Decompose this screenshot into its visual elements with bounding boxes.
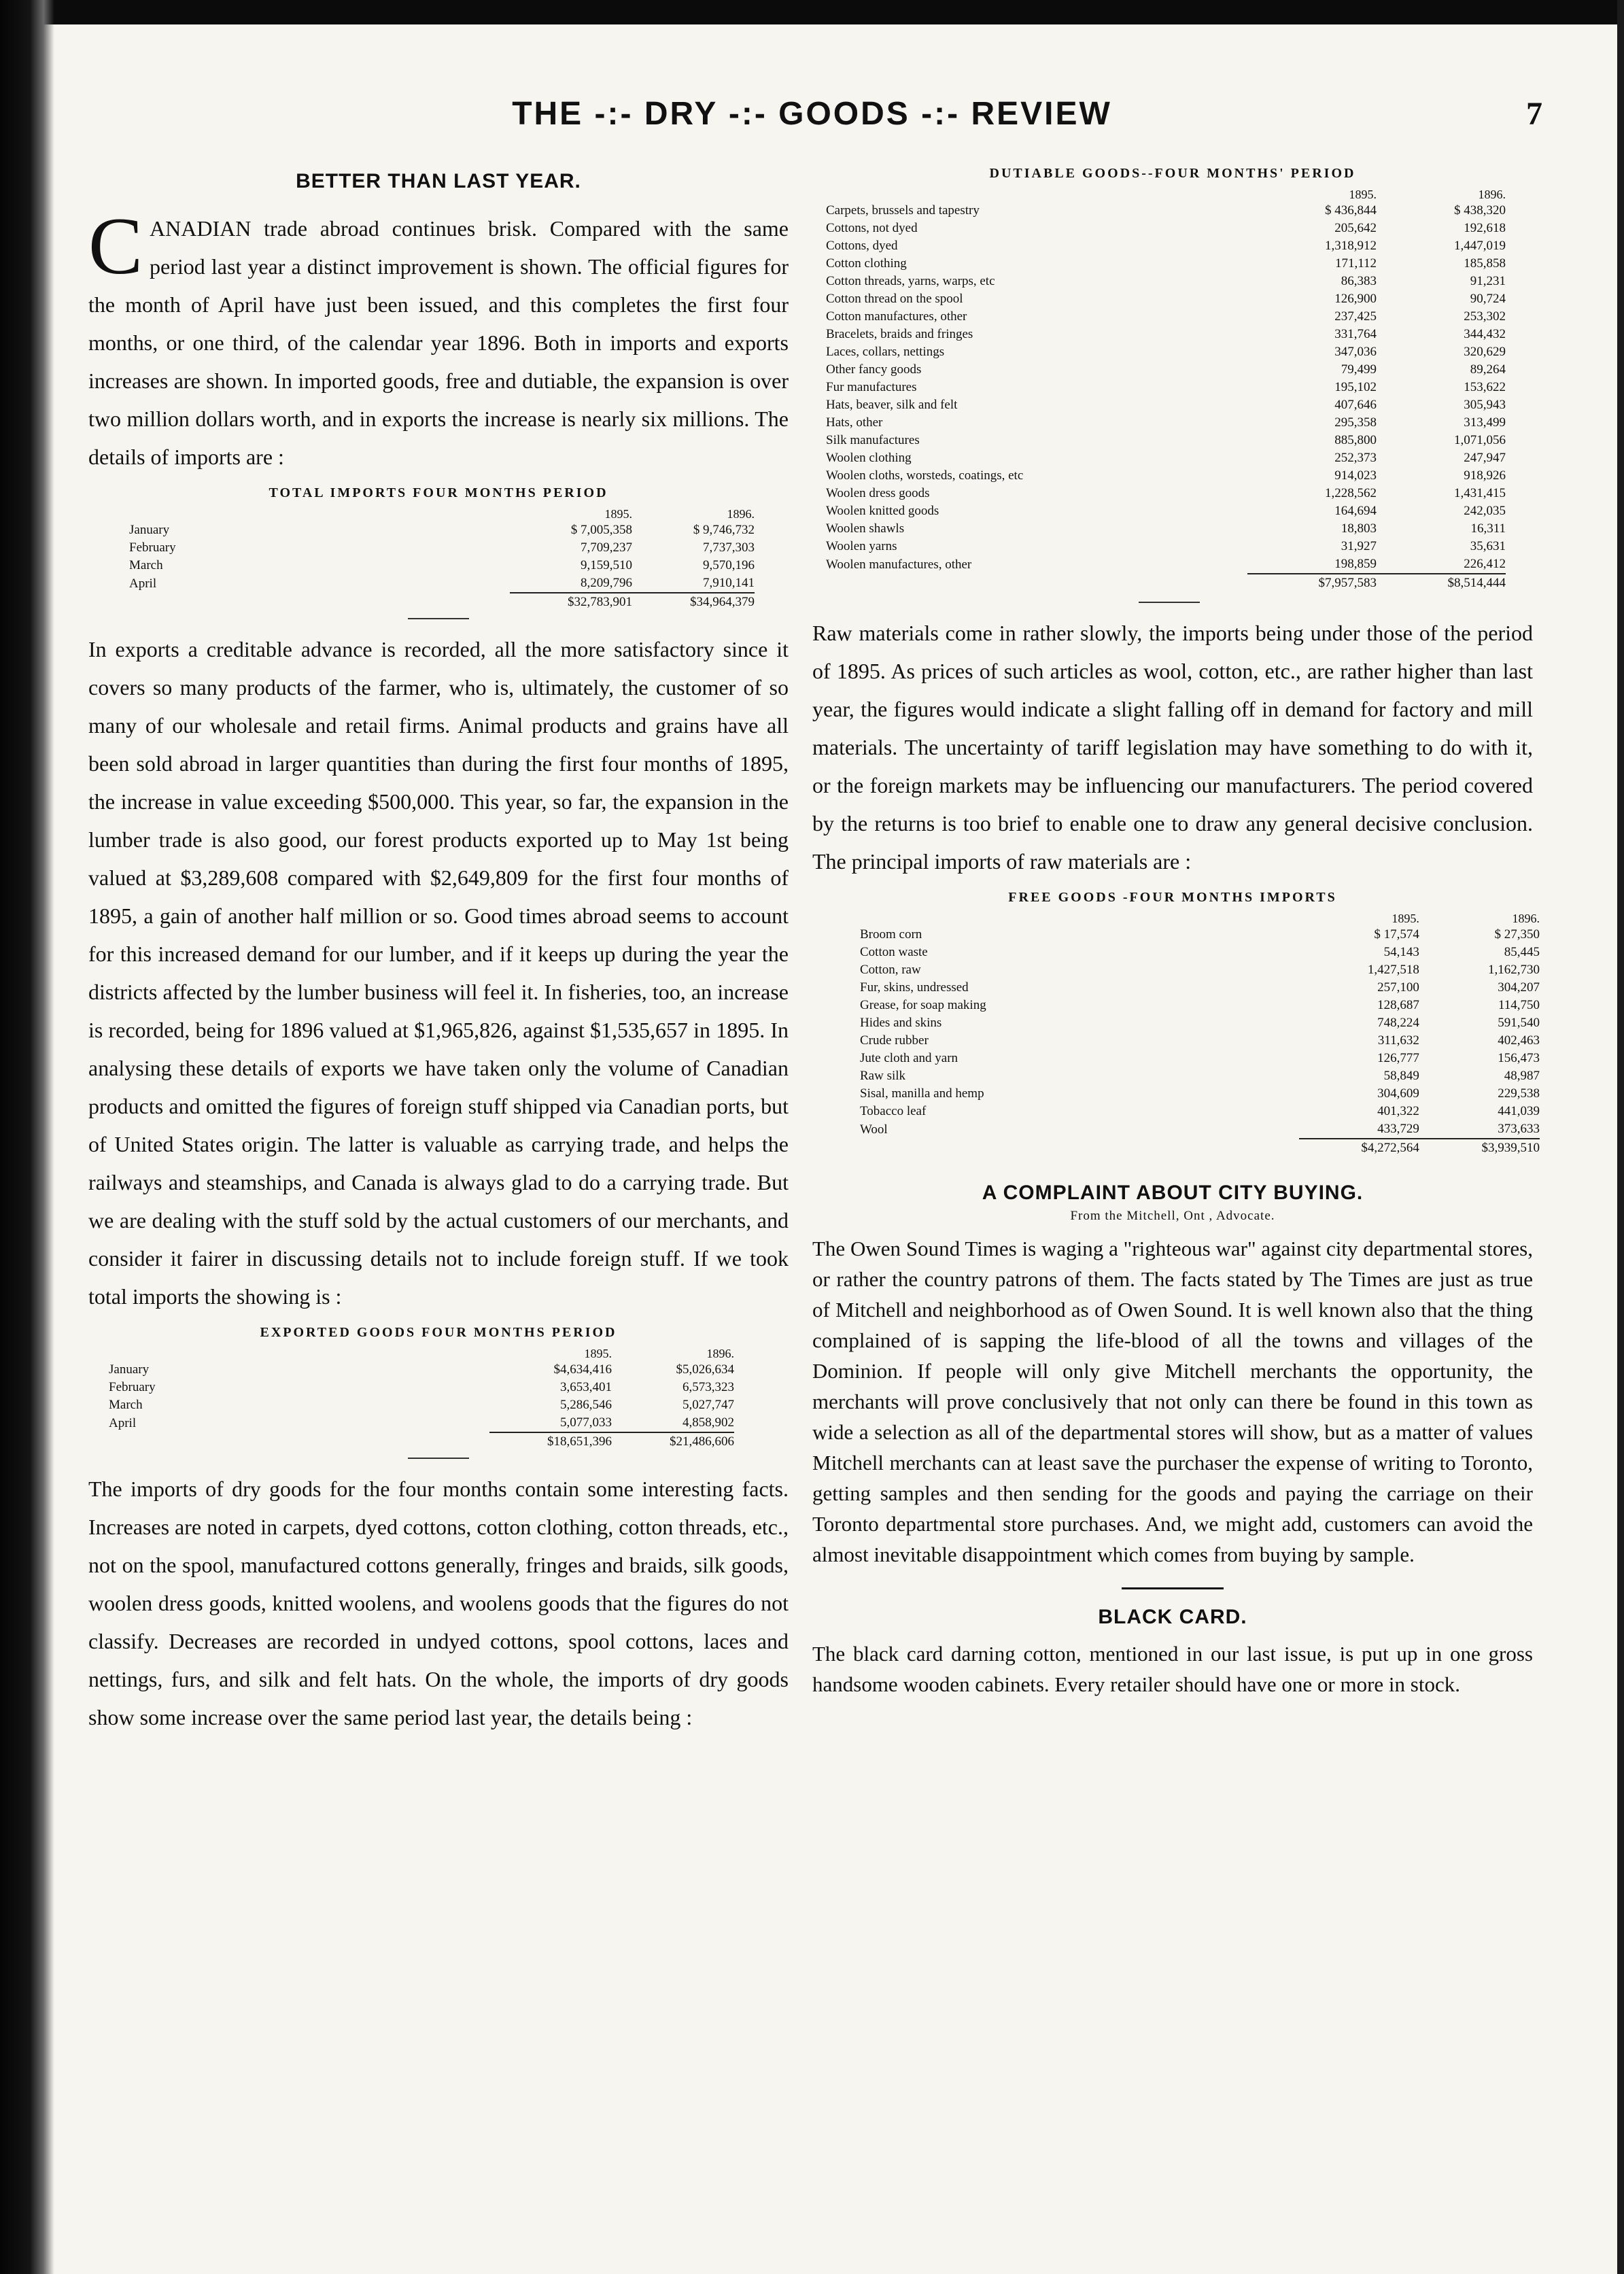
row-label: Cottons, dyed (826, 239, 898, 253)
imports-table-title: TOTAL IMPORTS FOUR MONTHS PERIOD (269, 485, 608, 500)
value-1895: 885,800 (1334, 433, 1377, 447)
value-1895: $ 17,574 (1374, 927, 1419, 942)
row-label: Cotton thread on the spool (826, 292, 963, 306)
year-header: 1895. (584, 1346, 612, 1360)
divider (408, 618, 469, 619)
value-1896: 229,538 (1498, 1086, 1540, 1101)
table-row (860, 1085, 1540, 1103)
value-1895: 5,077,033 (560, 1415, 612, 1430)
year-header: 1896. (1478, 187, 1506, 201)
value-1896: 1,162,730 (1488, 963, 1540, 977)
value-1896: 1,447,019 (1454, 239, 1506, 253)
table-row (129, 521, 755, 539)
row-label: February (109, 1380, 156, 1394)
raw-materials-paragraph: Raw materials come in rather slowly, the imports being under those of the period of 1895. As prices of such articles as wool, cotton, etc., are rather higher than last year, the figures would indicate a slight falling off in demand for factory and mill materials. The uncertainty of tariff legislation may have something to do with it, or the foreign markets may be influencing our manufacturers. The period covered by the returns is too brief to enable one to draw any general decisive conclusion. The principal imports of raw materials are : (812, 621, 1533, 874)
value-1895: 164,694 (1334, 504, 1377, 518)
value-1895: 8,209,796 (581, 576, 632, 590)
value-1895: 126,777 (1377, 1051, 1419, 1065)
total-1896: $8,514,444 (1377, 574, 1506, 592)
row-label: Hats, other (826, 415, 883, 430)
value-1895: 1,318,912 (1325, 239, 1377, 253)
table-row (109, 1396, 734, 1414)
intro-text: ANADIAN trade abroad continues brisk. Compared with the same period last year a distinct improvement is shown. The official figures for the month of April have just been issued, and this completes the first four months, or one third, of the calendar year 1896. Both in imports and exports increases are shown. In imported goods, free and dutiable, the expansion is over two million dollars worth, and in exports the increase is nearly six millions. The details of imports are : (88, 216, 789, 469)
value-1896: 114,750 (1498, 998, 1540, 1012)
value-1896: 91,231 (1470, 274, 1506, 288)
table-row (826, 202, 1506, 220)
complaint-paragraph: The Owen Sound Times is waging a "righteous war" against city departmental stores, or rather the country patrons of them. The facts stated by The Times are just as true of Mitchell and neighborhood as of Owen Sound. It is well known also that the thing complained of is sapping the life-blood of all the towns and villages of the Dominion. If people will only give Mitchell merchants the opportunity, the merchants will prove conclusively that not only can there be found in this town as wide a selection as all of the departmental stores will show, but as a matter of values Mitchell merchants can at least save the purchaser the expense of writing to Toronto, getting samples and then sending for the goods and paying the carriage on their Toronto departmental store purchases. And, we might add, customers can avoid the almost inevitable disappointment which comes from buying by sample. (812, 1237, 1533, 1566)
row-label: March (109, 1398, 143, 1412)
table-row (860, 1103, 1540, 1120)
value-1896: $ 438,320 (1454, 203, 1506, 218)
table-row (860, 1120, 1540, 1139)
value-1895: 9,159,510 (581, 558, 632, 572)
table-row (826, 273, 1506, 290)
imports-table (129, 506, 755, 611)
row-label: Woolen knitted goods (826, 504, 939, 518)
table-row (129, 557, 755, 574)
value-1895: 86,383 (1341, 274, 1377, 288)
value-1896: 402,463 (1498, 1033, 1540, 1048)
year-header: 1896. (706, 1346, 734, 1360)
year-header: 1895. (1349, 187, 1377, 201)
total-1896: $34,964,379 (632, 593, 755, 611)
value-1895: 1,427,518 (1367, 963, 1419, 977)
row-label: Laces, collars, nettings (826, 345, 945, 359)
row-label: April (109, 1415, 137, 1430)
value-1896: 48,987 (1504, 1069, 1540, 1083)
row-label: Woolen yarns (826, 539, 897, 553)
row-label: Bracelets, braids and fringes (826, 327, 973, 341)
exports-table-title: EXPORTED GOODS FOUR MONTHS PERIOD (260, 1325, 617, 1340)
table-row (826, 379, 1506, 396)
value-1895: 237,425 (1334, 309, 1377, 324)
row-label: Cotton clothing (826, 256, 907, 271)
value-1896: 305,943 (1464, 398, 1506, 412)
table-row (826, 414, 1506, 432)
row-label: Cotton, raw (860, 963, 921, 977)
table-row (109, 1361, 734, 1379)
value-1896: 441,039 (1498, 1104, 1540, 1118)
value-1895: 304,609 (1377, 1086, 1419, 1101)
row-label: Other fancy goods (826, 362, 922, 377)
value-1896: 344,432 (1464, 327, 1506, 341)
row-label: Woolen clothing (826, 451, 912, 465)
value-1896: 1,431,415 (1454, 486, 1506, 500)
total-row (109, 1432, 734, 1451)
value-1895: 5,286,546 (560, 1398, 612, 1412)
value-1895: $4,634,416 (553, 1362, 612, 1377)
total-1896: $3,939,510 (1419, 1139, 1540, 1157)
value-1895: 195,102 (1334, 380, 1377, 394)
table-row (826, 467, 1506, 485)
value-1896: $ 27,350 (1494, 927, 1540, 942)
value-1895: 914,023 (1334, 468, 1377, 483)
value-1895: 311,632 (1377, 1033, 1419, 1048)
total-row (860, 1139, 1540, 1157)
row-label: Woolen shawls (826, 521, 905, 536)
table-row (826, 520, 1506, 538)
value-1895: 433,729 (1377, 1122, 1419, 1136)
value-1895: 295,358 (1334, 415, 1377, 430)
value-1896: 247,947 (1464, 451, 1506, 465)
complaint-source: From the Mitchell, Ont , Advocate. (1070, 1209, 1275, 1223)
row-label: Broom corn (860, 927, 922, 942)
value-1896: 320,629 (1464, 345, 1506, 359)
row-label: Sisal, manilla and hemp (860, 1086, 984, 1101)
row-label: Jute cloth and yarn (860, 1051, 958, 1065)
row-label: Crude rubber (860, 1033, 929, 1048)
total-1895: $7,957,583 (1247, 574, 1377, 592)
exports-paragraph: In exports a creditable advance is recorded, all the more satisfactory since it covers so many products of the farmer, who is, ultimately, the customer of so many of our wholesale and retail firms. Animal products and grains have all been sold abroad in larger quantities than during the first four months of 1895, the increase in value exceeding $500,000. This year, so far, the expansion in the lumber trade is also good, our forest products exported up to May 1st being valued at $3,289,608 compared with $2,649,809 for the first four months of 1895, a gain of another half million or so. Good times abroad seems to account for this increased demand for our lumber, and if it keeps up during the year the districts affected by the lumber business will feel it. In fisheries, too, an increase is recorded, being for 1896 valued at $1,965,826, against $1,535,657 in 1895. In analysing these details of exports we have taken only the volume of Canadian products and omitted the figures of foreign stuff shipped via Canadian ports, but of United States origin. The latter is valuable as carrying trade, and helps the railways and steamships, and Canada is always glad to do a carrying trade. But we are dealing with the stuff sold by the actual customers of our merchants, and consider it fairer in discussing details not to include foreign stuff. If we took total imports the showing is : (88, 637, 789, 1309)
value-1896: 1,071,056 (1454, 433, 1506, 447)
value-1896: 313,499 (1464, 415, 1506, 430)
row-label: Hides and skins (860, 1016, 942, 1030)
exports-table (109, 1346, 734, 1451)
value-1896: 7,737,303 (703, 540, 755, 555)
table-row (826, 538, 1506, 555)
total-1896: $21,486,606 (612, 1432, 734, 1451)
table-row (129, 574, 755, 593)
year-header: 1895. (1392, 911, 1419, 925)
table-row (826, 308, 1506, 326)
value-1895: 401,322 (1377, 1104, 1419, 1118)
table-row (860, 1014, 1540, 1032)
value-1896: 153,622 (1464, 380, 1506, 394)
table-row (826, 396, 1506, 414)
table-row (826, 432, 1506, 449)
value-1896: 16,311 (1470, 521, 1506, 536)
divider (1122, 1587, 1224, 1589)
scan-top-edge (0, 0, 1624, 24)
value-1895: 257,100 (1377, 980, 1419, 995)
value-1896: 7,910,141 (703, 576, 755, 590)
table-row (826, 290, 1506, 308)
row-label: Cottons, not dyed (826, 221, 918, 235)
value-1896: $5,026,634 (676, 1362, 734, 1377)
intro-paragraph (88, 201, 789, 476)
divider (408, 1458, 469, 1459)
table-row (860, 944, 1540, 961)
value-1896: 90,724 (1470, 292, 1506, 306)
value-1895: 31,927 (1341, 539, 1377, 553)
table-row (860, 979, 1540, 997)
value-1895: 252,373 (1334, 451, 1377, 465)
table-row (826, 326, 1506, 343)
dutiable-table-title: DUTIABLE GOODS--FOUR MONTHS' PERIOD (989, 166, 1356, 181)
row-label: Carpets, brussels and tapestry (826, 203, 980, 218)
value-1895: 7,709,237 (581, 540, 632, 555)
black-card-heading: BLACK CARD. (1098, 1606, 1247, 1628)
row-label: Raw silk (860, 1069, 906, 1083)
row-label: January (129, 523, 170, 537)
table-row (826, 555, 1506, 574)
table-row (860, 961, 1540, 979)
scan-right-edge (1617, 0, 1624, 2274)
table-row (109, 1414, 734, 1432)
value-1896: 9,570,196 (703, 558, 755, 572)
total-row (826, 574, 1506, 592)
drop-cap: C (88, 201, 143, 291)
black-card-paragraph: The black card darning cotton, mentioned in our last issue, is put up in one gross handsome wooden cabinets. Every retailer should have one or more in stock. (812, 1642, 1533, 1696)
value-1895: 205,642 (1334, 221, 1377, 235)
value-1895: 171,112 (1334, 256, 1377, 271)
table-row (860, 1050, 1540, 1067)
value-1895: 18,803 (1341, 521, 1377, 536)
value-1895: $ 436,844 (1325, 203, 1377, 218)
value-1895: 347,036 (1334, 345, 1377, 359)
value-1895: $ 7,005,358 (570, 523, 632, 537)
value-1895: 198,859 (1334, 557, 1377, 571)
article-heading-better: BETTER THAN LAST YEAR. (296, 170, 581, 192)
value-1896: $ 9,746,732 (693, 523, 755, 537)
value-1896: 242,035 (1464, 504, 1506, 518)
value-1896: 85,445 (1504, 945, 1540, 959)
free-table-title: FREE GOODS -FOUR MONTHS IMPORTS (1008, 890, 1337, 905)
dry-goods-paragraph: The imports of dry goods for the four months contain some interesting facts. Increases are noted in carpets, dyed cottons, cotton clothing, cotton threads, etc., not on the spool, manufactured cottons generally, fringes and braids, silk goods, woolen dress goods, knitted woolens, and woolens goods that the figures do not classify. Decreases are recorded in undyed cottons, spool cottons, laces and nettings, furs, and silk and felt hats. On the whole, the imports of dry goods show some increase over the same period last year, the details being : (88, 1477, 789, 1729)
value-1896: 185,858 (1464, 256, 1506, 271)
row-label: February (129, 540, 176, 555)
table-row (826, 255, 1506, 273)
row-label: Grease, for soap making (860, 998, 986, 1012)
value-1896: 192,618 (1464, 221, 1506, 235)
masthead-title: THE -:- DRY -:- GOODS -:- REVIEW (512, 96, 1112, 132)
value-1895: 1,228,562 (1325, 486, 1377, 500)
value-1896: 156,473 (1498, 1051, 1540, 1065)
row-label: Woolen dress goods (826, 486, 930, 500)
row-label: March (129, 558, 163, 572)
divider (1139, 602, 1200, 603)
row-label: Fur, skins, undressed (860, 980, 969, 995)
table-row (826, 343, 1506, 361)
row-label: Fur manufactures (826, 380, 917, 394)
value-1896: 89,264 (1470, 362, 1506, 377)
value-1895: 79,499 (1341, 362, 1377, 377)
year-header: 1896. (727, 506, 755, 521)
table-row (826, 485, 1506, 502)
table-row (860, 926, 1540, 944)
year-header: 1896. (1512, 911, 1540, 925)
value-1896: 226,412 (1464, 557, 1506, 571)
complaint-heading: A COMPLAINT ABOUT CITY BUYING. (982, 1182, 1364, 1204)
value-1896: 6,573,323 (683, 1380, 734, 1394)
table-row (860, 1032, 1540, 1050)
left-column (88, 163, 789, 1736)
table-row (860, 997, 1540, 1014)
value-1895: 331,764 (1334, 327, 1377, 341)
table-row (826, 237, 1506, 255)
table-row (826, 361, 1506, 379)
table-row (826, 220, 1506, 237)
total-1895: $18,651,396 (489, 1432, 612, 1451)
row-label: Tobacco leaf (860, 1104, 927, 1118)
scan-binding-edge (0, 0, 54, 2274)
row-label: Wool (860, 1122, 888, 1137)
value-1895: 407,646 (1334, 398, 1377, 412)
row-label: Woolen manufactures, other (826, 557, 972, 572)
total-1895: $32,783,901 (510, 593, 632, 611)
free-goods-table (860, 911, 1540, 1157)
dutiable-table (826, 187, 1506, 592)
value-1896: 253,302 (1464, 309, 1506, 324)
row-label: Hats, beaver, silk and felt (826, 398, 958, 412)
value-1895: 748,224 (1377, 1016, 1419, 1030)
table-row (109, 1379, 734, 1396)
value-1895: 3,653,401 (560, 1380, 612, 1394)
value-1896: 5,027,747 (683, 1398, 734, 1412)
table-row (826, 449, 1506, 467)
value-1895: 126,900 (1334, 292, 1377, 306)
row-label: April (129, 576, 157, 591)
value-1896: 591,540 (1498, 1016, 1540, 1030)
value-1895: 58,849 (1383, 1069, 1419, 1083)
row-label: Silk manufactures (826, 433, 920, 447)
row-label: Cotton threads, yarns, warps, etc (826, 274, 995, 288)
row-label: Cotton manufactures, other (826, 309, 967, 324)
table-row (860, 1067, 1540, 1085)
table-row (826, 502, 1506, 520)
table-row (129, 539, 755, 557)
row-label: January (109, 1362, 150, 1377)
year-header: 1895. (604, 506, 632, 521)
value-1895: 128,687 (1377, 998, 1419, 1012)
row-label: Cotton waste (860, 945, 928, 959)
value-1896: 4,858,902 (683, 1415, 734, 1430)
total-row (129, 593, 755, 611)
value-1896: 373,633 (1498, 1122, 1540, 1136)
page-number: 7 (1526, 96, 1542, 132)
value-1896: 304,207 (1498, 980, 1540, 995)
row-label: Woolen cloths, worsteds, coatings, etc (826, 468, 1024, 483)
value-1896: 35,631 (1470, 539, 1506, 553)
value-1895: 54,143 (1383, 945, 1419, 959)
right-column (812, 163, 1540, 1700)
value-1896: 918,926 (1464, 468, 1506, 483)
total-1895: $4,272,564 (1299, 1139, 1419, 1157)
